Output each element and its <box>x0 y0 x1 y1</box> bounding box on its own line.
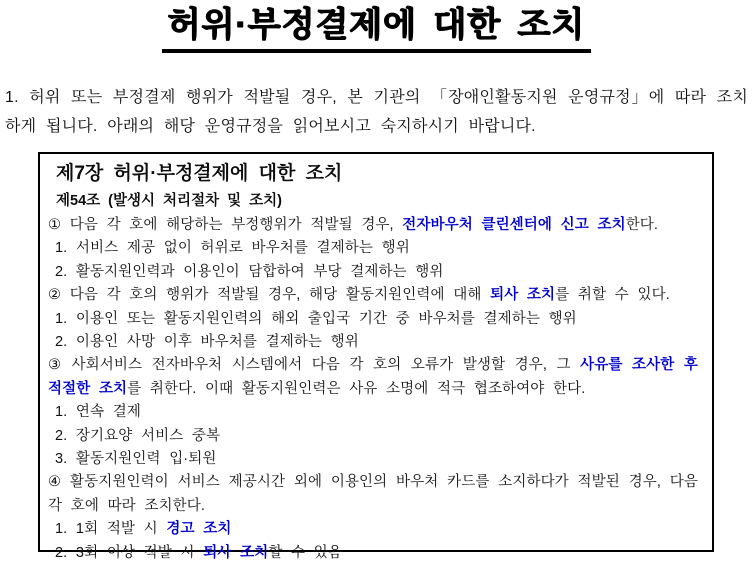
body-text: 1. 1회 적발 시 <box>55 521 167 538</box>
body-text: 2. 이용인 사망 이후 바우처를 결제하는 행위 <box>55 334 359 351</box>
body-text: 를 취할 수 있다. <box>555 287 670 304</box>
body-text: ③ 사회서비스 전자바우처 시스템에서 다음 각 호의 오류가 발생할 경우, 그 <box>48 357 581 374</box>
chapter-heading: 제7장 허위·부정결제에 대한 조치 <box>56 163 343 184</box>
regulation-box <box>38 152 714 561</box>
clause-2-item-2 <box>55 331 698 354</box>
body-text: 2. 장기요양 서비스 중복 <box>55 427 221 444</box>
clause-3-item-1 <box>55 401 698 424</box>
highlighted-text: 퇴사 조치 <box>203 544 269 561</box>
body-text: 3. 활동지원인력 입·퇴원 <box>55 451 217 468</box>
body-text: 를 취한다. 이때 활동지원인력은 사유 소명에 적극 협조하여야 한다. <box>127 380 586 397</box>
body-text: 할 수 있음 <box>268 544 342 561</box>
page-title: 허위·부정결제에 대한 조치 <box>162 5 592 53</box>
highlighted-text: 경고 조치 <box>166 521 232 538</box>
highlighted-text: 사유를 조사한 후 적절한 조치 <box>48 357 698 397</box>
body-text: ② 다음 각 호의 행위가 적발될 경우, 해당 활동지원인력에 대해 <box>48 287 491 304</box>
title-area <box>0 0 753 53</box>
clause-4 <box>48 471 698 518</box>
body-text: 2. 활동지원인력과 이용인이 담합하여 부당 결제하는 행위 <box>55 263 444 280</box>
clause-1-item-2 <box>55 261 698 284</box>
highlighted-text: 퇴사 조치 <box>490 287 556 304</box>
clause-1 <box>48 214 698 237</box>
clause-2 <box>48 284 698 307</box>
body-text: 1. 이용인 또는 활동지원인력의 해외 출입국 기간 중 바우처를 결제하는 행위 <box>55 310 577 327</box>
body-text: 1. 연속 결제 <box>55 404 141 421</box>
highlighted-text: 전자바우처 클린센터에 신고 조치 <box>402 217 626 233</box>
body-text: 1. 서비스 제공 없이 허위로 바우처를 결제하는 행위 <box>55 240 410 257</box>
clause-3-item-3 <box>55 448 698 471</box>
clause-2-item-1 <box>55 308 698 331</box>
article-heading: 제54조 (발생시 처리절차 및 조치) <box>56 193 282 209</box>
body-text: 한다. <box>625 217 659 233</box>
clause-3-item-2 <box>55 425 698 448</box>
body-text: ① 다음 각 호에 해당하는 부정행위가 적발될 경우, <box>48 217 403 233</box>
box-paragraphs <box>46 214 698 565</box>
clause-4-item-2 <box>55 542 698 565</box>
intro-paragraph: 1. 허위 또는 부정결제 행위가 적발될 경우, 본 기관의 「장애인활동지원 운영규정」에 따라 조치하게 됩니다. 아래의 해당 운영규정을 읽어보시고 숙지하시기 바랍니다. <box>5 89 748 135</box>
body-text: ④ 활동지원인력이 서비스 제공시간 외에 이용인의 바우처 카드를 소지하다가 적발된 경우, 다음 각 호에 따라 조치한다. <box>48 474 698 514</box>
clause-3 <box>48 354 698 401</box>
body-text: 2. 3회 이상 적발 시 <box>55 544 204 561</box>
clause-1-item-1 <box>55 237 698 260</box>
clause-4-item-1 <box>55 518 698 541</box>
